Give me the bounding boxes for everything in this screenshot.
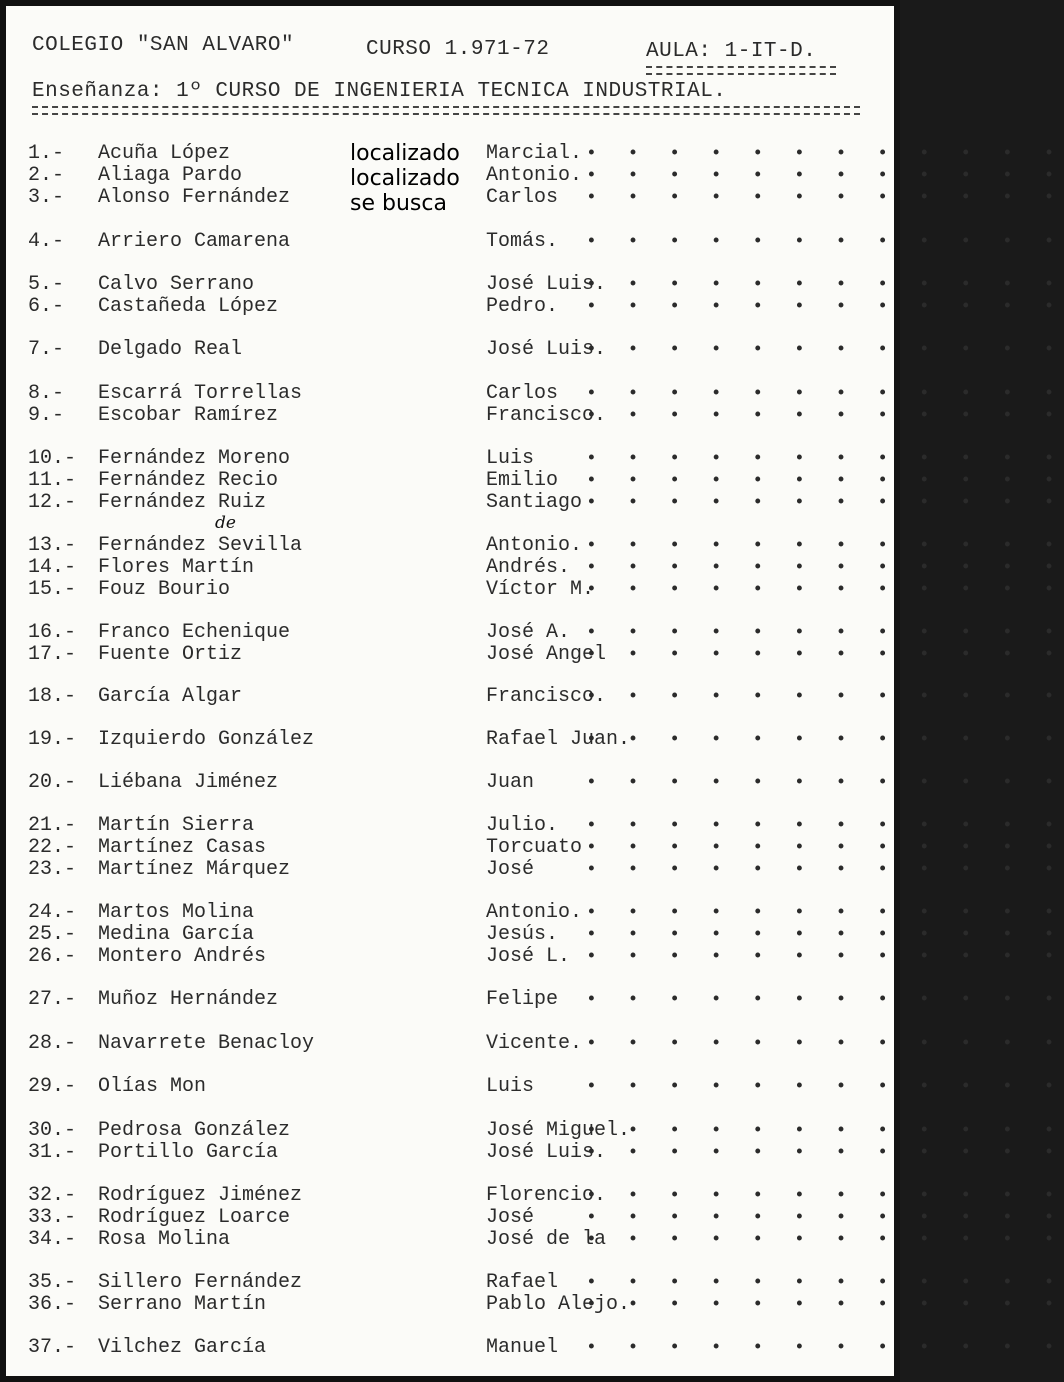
student-number: 15.- bbox=[28, 578, 77, 601]
student-number: 13.- bbox=[28, 534, 77, 557]
dot-leader: • • • • • • • • • • • • bbox=[586, 730, 1064, 750]
dot-leader: • • • • • • • • • • • • bbox=[586, 1208, 1064, 1228]
student-given-name: Emilio bbox=[486, 469, 559, 492]
school-name: COLEGIO "SAN ALVARO" bbox=[32, 34, 295, 57]
classroom-underline-2 bbox=[646, 73, 836, 75]
student-row bbox=[6, 295, 1064, 318]
student-surname: Fernández Sevilla bbox=[98, 534, 303, 557]
student-row bbox=[6, 404, 1064, 427]
dot-leader: • • • • • • • • • • • • bbox=[586, 1295, 1064, 1315]
student-row bbox=[6, 1075, 1064, 1098]
student-number: 3.- bbox=[28, 186, 65, 209]
student-row bbox=[6, 382, 1064, 405]
student-row bbox=[6, 945, 1064, 968]
student-number: 33.- bbox=[28, 1206, 77, 1229]
student-number: 27.- bbox=[28, 988, 77, 1011]
dot-leader: • • • • • • • • • • • • bbox=[586, 275, 1064, 295]
classroom-underline bbox=[646, 66, 836, 68]
student-number: 6.- bbox=[28, 295, 65, 318]
student-given-name: Víctor M. bbox=[486, 578, 595, 601]
student-surname: Rodríguez Loarce bbox=[98, 1206, 291, 1229]
status-note: localizado bbox=[350, 166, 460, 191]
student-number: 34.- bbox=[28, 1228, 77, 1251]
student-row bbox=[6, 728, 1064, 751]
handwritten-insert: de bbox=[215, 513, 236, 533]
student-row bbox=[6, 1206, 1064, 1229]
student-number: 8.- bbox=[28, 382, 65, 405]
student-number: 14.- bbox=[28, 556, 77, 579]
student-surname: Martín Sierra bbox=[98, 814, 255, 837]
student-surname: Portillo García bbox=[98, 1141, 279, 1164]
student-number: 21.- bbox=[28, 814, 77, 837]
student-number: 25.- bbox=[28, 923, 77, 946]
student-row bbox=[6, 534, 1064, 557]
student-number: 32.- bbox=[28, 1184, 77, 1207]
student-given-name: Antonio. bbox=[486, 164, 583, 187]
student-given-name: Julio. bbox=[486, 814, 559, 837]
student-row bbox=[6, 923, 1064, 946]
student-surname: Escarrá Torrellas bbox=[98, 382, 303, 405]
student-number: 1.- bbox=[28, 142, 65, 165]
student-surname: Arriero Camarena bbox=[98, 230, 291, 253]
student-surname: Martos Molina bbox=[98, 901, 255, 924]
student-row bbox=[6, 230, 1064, 253]
student-given-name: José Miguel. bbox=[486, 1119, 631, 1142]
dot-leader: • • • • • • • • • • • • bbox=[586, 1186, 1064, 1206]
dot-leader: • • • • • • • • • • • • bbox=[586, 1338, 1064, 1358]
student-surname: Pedrosa González bbox=[98, 1119, 291, 1142]
dot-leader: • • • • • • • • • • • • bbox=[586, 166, 1064, 186]
student-number: 18.- bbox=[28, 685, 77, 708]
dot-leader: • • • • • • • • • • • • bbox=[586, 144, 1064, 164]
dot-leader: • • • • • • • • • • • • bbox=[586, 580, 1064, 600]
student-row bbox=[6, 556, 1064, 579]
student-surname: Fernández Ruiz bbox=[98, 491, 267, 514]
student-given-name: José A. bbox=[486, 621, 571, 644]
student-surname: Rodríguez Jiménez bbox=[98, 1184, 303, 1207]
student-surname: Serrano Martín bbox=[98, 1293, 267, 1316]
student-number: 12.- bbox=[28, 491, 77, 514]
dot-leader: • • • • • • • • • • • • bbox=[586, 990, 1064, 1010]
student-given-name: Santiago bbox=[486, 491, 583, 514]
student-number: 23.- bbox=[28, 858, 77, 881]
student-row bbox=[6, 1271, 1064, 1294]
dot-leader: • • • • • • • • • • • • bbox=[586, 623, 1064, 643]
student-given-name: Rafael bbox=[486, 1271, 559, 1294]
dot-leader: • • • • • • • • • • • • bbox=[586, 903, 1064, 923]
student-row bbox=[6, 1184, 1064, 1207]
student-number: 37.- bbox=[28, 1336, 77, 1359]
student-given-name: Andrés. bbox=[486, 556, 571, 579]
student-given-name: Torcuato bbox=[486, 836, 583, 859]
student-row bbox=[6, 643, 1064, 666]
student-row bbox=[6, 621, 1064, 644]
student-surname: Martínez Márquez bbox=[98, 858, 291, 881]
student-number: 9.- bbox=[28, 404, 65, 427]
dot-leader: • • • • • • • • • • • • bbox=[586, 1034, 1064, 1054]
student-row bbox=[6, 273, 1064, 296]
student-surname: Delgado Real bbox=[98, 338, 243, 361]
student-given-name: Pedro. bbox=[486, 295, 559, 318]
student-given-name: Marcial. bbox=[486, 142, 583, 165]
student-given-name: Carlos bbox=[486, 186, 559, 209]
student-number: 31.- bbox=[28, 1141, 77, 1164]
student-given-name: José bbox=[486, 1206, 535, 1229]
dot-leader: • • • • • • • • • • • • bbox=[586, 773, 1064, 793]
dot-leader: • • • • • • • • • • • • bbox=[586, 536, 1064, 556]
dot-leader: • • • • • • • • • • • • bbox=[586, 1077, 1064, 1097]
dot-leader: • • • • • • • • • • • • bbox=[586, 1230, 1064, 1250]
student-surname: Montero Andrés bbox=[98, 945, 267, 968]
student-row bbox=[6, 1293, 1064, 1316]
student-row bbox=[6, 338, 1064, 361]
dot-leader: • • • • • • • • • • • • bbox=[586, 340, 1064, 360]
student-surname: Sillero Fernández bbox=[98, 1271, 303, 1294]
dot-leader: • • • • • • • • • • • • bbox=[586, 232, 1064, 252]
dot-leader: • • • • • • • • • • • • bbox=[586, 925, 1064, 945]
student-surname: Aliaga Pardo bbox=[98, 164, 243, 187]
student-surname: Fouz Bourio bbox=[98, 578, 231, 601]
student-given-name: Antonio. bbox=[486, 534, 583, 557]
student-row bbox=[6, 1141, 1064, 1164]
student-row bbox=[6, 578, 1064, 601]
student-row bbox=[6, 491, 1064, 514]
student-given-name: Pablo Alejo. bbox=[486, 1293, 631, 1316]
student-given-name: Antonio. bbox=[486, 901, 583, 924]
student-given-name: José bbox=[486, 858, 535, 881]
student-number: 17.- bbox=[28, 643, 77, 666]
student-surname: Liébana Jiménez bbox=[98, 771, 279, 794]
student-surname: Alonso Fernández bbox=[98, 186, 291, 209]
student-number: 24.- bbox=[28, 901, 77, 924]
student-surname: Rosa Molina bbox=[98, 1228, 231, 1251]
dot-leader: • • • • • • • • • • • • bbox=[586, 449, 1064, 469]
student-given-name: Carlos bbox=[486, 382, 559, 405]
student-number: 7.- bbox=[28, 338, 65, 361]
student-row bbox=[6, 1119, 1064, 1142]
student-surname: Martínez Casas bbox=[98, 836, 267, 859]
student-given-name: José Luis. bbox=[486, 338, 607, 361]
dot-leader: • • • • • • • • • • • • bbox=[586, 188, 1064, 208]
student-row bbox=[6, 186, 1064, 209]
student-surname: Medina García bbox=[98, 923, 255, 946]
student-row bbox=[6, 836, 1064, 859]
dot-leader: • • • • • • • • • • • • bbox=[586, 1121, 1064, 1141]
student-row bbox=[6, 1336, 1064, 1359]
student-given-name: Tomás. bbox=[486, 230, 559, 253]
dot-leader: • • • • • • • • • • • • bbox=[586, 816, 1064, 836]
student-given-name: José Luis. bbox=[486, 273, 607, 296]
student-given-name: José L. bbox=[486, 945, 571, 968]
dot-leader: • • • • • • • • • • • • bbox=[586, 471, 1064, 491]
student-number: 11.- bbox=[28, 469, 77, 492]
student-surname: Fernández Recio bbox=[98, 469, 279, 492]
student-number: 22.- bbox=[28, 836, 77, 859]
dot-leader: • • • • • • • • • • • • bbox=[586, 947, 1064, 967]
student-given-name: Felipe bbox=[486, 988, 559, 1011]
student-number: 4.- bbox=[28, 230, 65, 253]
teaching-line: Enseñanza: 1º CURSO DE INGENIERIA TECNICA INDUSTRIAL. bbox=[32, 80, 727, 103]
student-row bbox=[6, 814, 1064, 837]
dot-leader: • • • • • • • • • • • • bbox=[586, 493, 1064, 513]
student-surname: Fernández Moreno bbox=[98, 447, 291, 470]
course-year: CURSO 1.971-72 bbox=[366, 38, 550, 61]
student-row bbox=[6, 858, 1064, 881]
student-surname: Franco Echenique bbox=[98, 621, 291, 644]
student-surname: Navarrete Benacloy bbox=[98, 1032, 315, 1055]
header-rule-2 bbox=[32, 113, 860, 115]
dot-leader: • • • • • • • • • • • • bbox=[586, 297, 1064, 317]
student-number: 29.- bbox=[28, 1075, 77, 1098]
student-surname: Castañeda López bbox=[98, 295, 279, 318]
student-surname: Izquierdo González bbox=[98, 728, 315, 751]
student-given-name: José de la bbox=[486, 1228, 607, 1251]
dot-leader: • • • • • • • • • • • • bbox=[586, 406, 1064, 426]
student-given-name: Luis bbox=[486, 447, 535, 470]
student-given-name: Francisco. bbox=[486, 685, 607, 708]
student-number: 26.- bbox=[28, 945, 77, 968]
student-given-name: José Angel bbox=[486, 643, 607, 666]
student-row bbox=[6, 685, 1064, 708]
student-row bbox=[6, 771, 1064, 794]
student-number: 30.- bbox=[28, 1119, 77, 1142]
student-given-name: Manuel bbox=[486, 1336, 559, 1359]
student-given-name: Florencio. bbox=[486, 1184, 607, 1207]
student-number: 19.- bbox=[28, 728, 77, 751]
dot-leader: • • • • • • • • • • • • bbox=[586, 1143, 1064, 1163]
student-row bbox=[6, 901, 1064, 924]
status-note: se busca bbox=[350, 191, 447, 216]
student-given-name: Francisco. bbox=[486, 404, 607, 427]
student-row bbox=[6, 469, 1064, 492]
student-number: 35.- bbox=[28, 1271, 77, 1294]
dot-leader: • • • • • • • • • • • • bbox=[586, 645, 1064, 665]
student-surname: Vilchez García bbox=[98, 1336, 267, 1359]
dot-leader: • • • • • • • • • • • • bbox=[586, 384, 1064, 404]
student-surname: Flores Martín bbox=[98, 556, 255, 579]
dot-leader: • • • • • • • • • • • • bbox=[586, 860, 1064, 880]
header-rule bbox=[32, 106, 860, 108]
student-given-name: José Luis. bbox=[486, 1141, 607, 1164]
student-number: 5.- bbox=[28, 273, 65, 296]
student-surname: García Algar bbox=[98, 685, 243, 708]
student-row bbox=[6, 447, 1064, 470]
student-number: 16.- bbox=[28, 621, 77, 644]
student-row bbox=[6, 1032, 1064, 1055]
student-number: 28.- bbox=[28, 1032, 77, 1055]
student-row bbox=[6, 1228, 1064, 1251]
student-surname: Acuña López bbox=[98, 142, 231, 165]
dot-leader: • • • • • • • • • • • • bbox=[586, 558, 1064, 578]
dot-leader: • • • • • • • • • • • • bbox=[586, 1273, 1064, 1293]
student-number: 36.- bbox=[28, 1293, 77, 1316]
student-surname: Calvo Serrano bbox=[98, 273, 255, 296]
student-surname: Fuente Ortiz bbox=[98, 643, 243, 666]
dot-leader: • • • • • • • • • • • • bbox=[586, 687, 1064, 707]
student-surname: Escobar Ramírez bbox=[98, 404, 279, 427]
student-row bbox=[6, 988, 1064, 1011]
student-surname: Olías Mon bbox=[98, 1075, 207, 1098]
student-given-name: Jesús. bbox=[486, 923, 559, 946]
student-number: 2.- bbox=[28, 164, 65, 187]
student-given-name: Vicente. bbox=[486, 1032, 583, 1055]
student-number: 20.- bbox=[28, 771, 77, 794]
student-given-name: Juan bbox=[486, 771, 535, 794]
student-given-name: Luis bbox=[486, 1075, 535, 1098]
student-given-name: Rafael Juan. bbox=[486, 728, 631, 751]
classroom-label: AULA: 1-IT-D. bbox=[646, 40, 817, 63]
student-number: 10.- bbox=[28, 447, 77, 470]
status-note: localizado bbox=[350, 141, 460, 166]
dot-leader: • • • • • • • • • • • • bbox=[586, 838, 1064, 858]
student-surname: Muñoz Hernández bbox=[98, 988, 279, 1011]
